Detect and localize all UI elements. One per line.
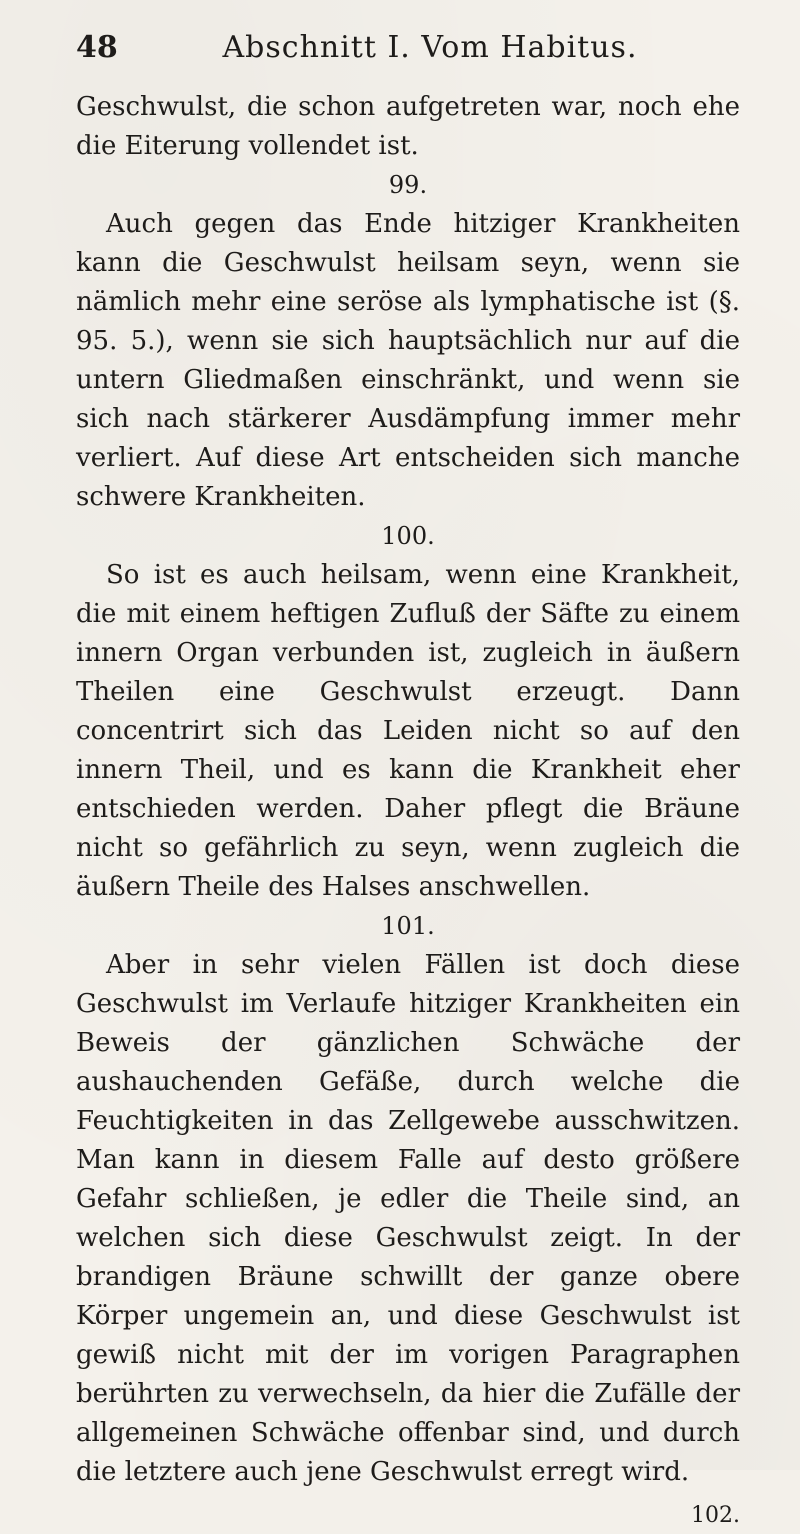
section-number-100: 100. [381,522,435,550]
body-text [76,88,740,1534]
section-number-99: 99. [388,171,428,199]
paragraph-100: So ist es auch heilsam, wenn eine Krankheit, die mit einem heftigen Zufluß der Säfte zu einem innern Organ verbunden ist, zugleich in äußern Theilen eine Geschwulst erzeugt. Dann concentrirt sich das Leiden nicht so auf den innern Theil, und es kann die Krankheit eher entschieden werden. Daher pflegt die Bräune nicht so gefährlich zu seyn, wenn zugleich die äußern Theile des Halses anschwellen. [76,560,740,902]
paragraph-99: Auch gegen das Ende hitziger Krankheiten kann die Geschwulst heilsam seyn, wenn sie nämlich mehr eine seröse als lymphatische ist (§. 95. 5.), wenn sie sich hauptsächlich nur auf die untern Gliedmaßen einschränkt, und wenn sie sich nach stärkerer Ausdämpfung immer mehr verliert. Auf diese Art entscheiden sich manche schwere Krankheiten. [76,209,740,512]
running-title: Abschnitt I. Vom Habitus. [222,30,638,65]
catchword: 102. [691,1503,740,1528]
section-number-101: 101. [381,912,435,940]
paragraph-101: Aber in sehr vielen Fällen ist doch diese Geschwulst im Verlaufe hitziger Krankheiten ein Beweis der gänzlichen Schwäche der aushauchenden Gefäße, durch welche die Feuchtigkeiten in das Zellgewebe ausschwitzen. Man kann in diesem Falle auf desto größere Gefahr schließen, je edler die Theile sind, an welchen sich diese Geschwulst zeigt. In der brandigen Bräune schwillt der ganze obere Körper ungemein an, und diese Geschwulst ist gewiß nicht mit der im vorigen Paragraphen berührten zu verwechseln, da hier die Zufälle der allgemeinen Schwäche offenbar sind, und durch die letztere auch jene Geschwulst erregt wird. [76,950,740,1487]
page-number: 48 [76,30,118,65]
running-head [76,30,740,74]
paragraph-intro: Geschwulst, die schon aufgetreten war, noch ehe die Eiterung vollendet ist. [76,92,740,161]
